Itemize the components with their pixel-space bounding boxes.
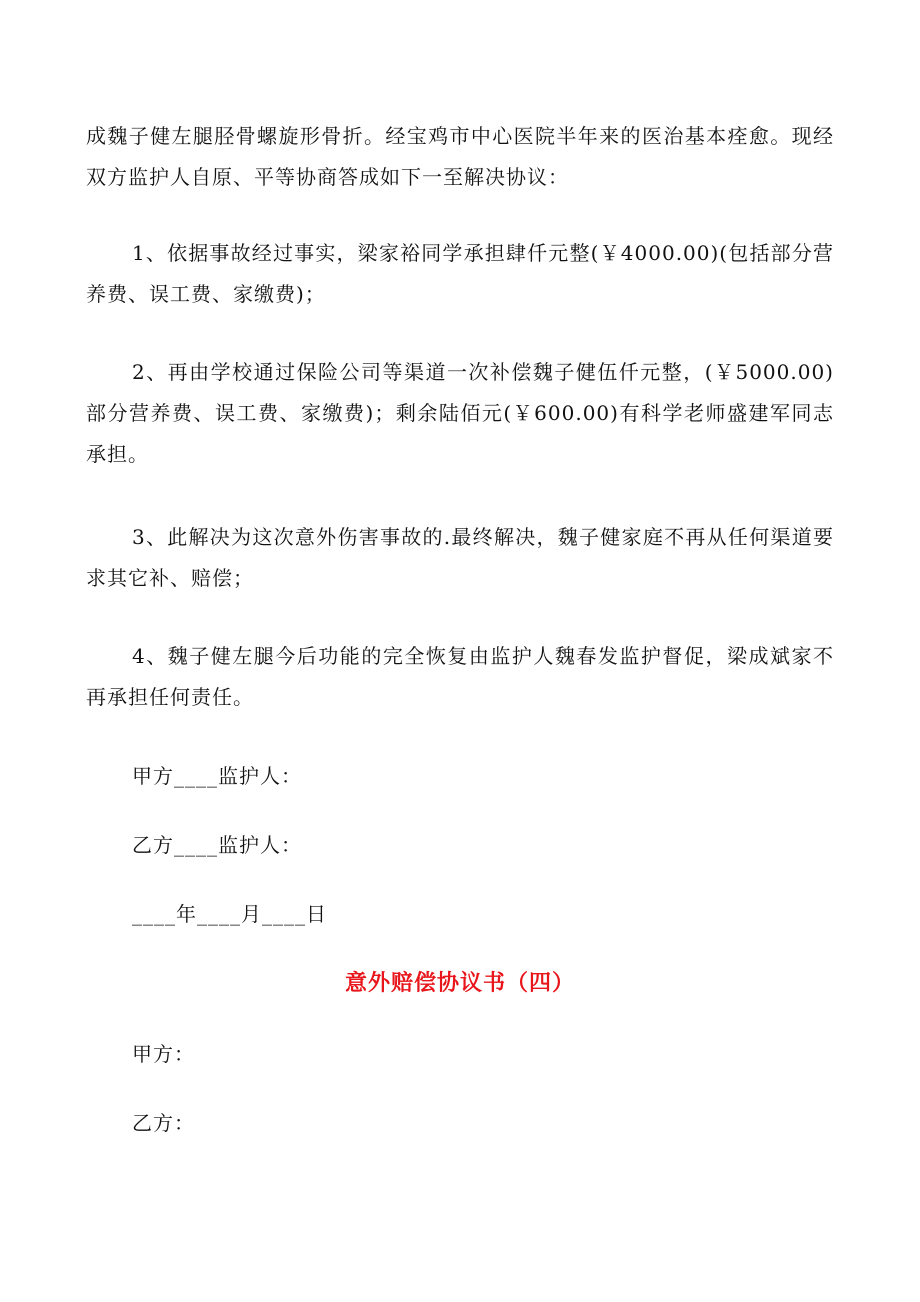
signature-date: ____年____月____日: [132, 902, 327, 926]
clause-1: 1、依据事故经过事实，梁家裕同学承担肆仟元整(￥4000.00)(包括部分营养费、误工费、家缴费)；: [86, 241, 834, 306]
new-section-party-a: 甲方：: [132, 1042, 195, 1066]
signature-party-b: 乙方____监护人：: [132, 833, 302, 857]
clause-4: 4、魏子健左腿今后功能的完全恢复由监护人魏春发监护督促，梁成斌家不再承担任何责任。: [86, 644, 834, 709]
clause-3: 3、此解决为这次意外伤害事故的.最终解决，魏子健家庭不再从任何渠道要求其它补、赔偿；: [86, 525, 834, 590]
signature-party-a: 甲方____监护人：: [132, 764, 302, 788]
paragraph-intro: 成魏子健左腿胫骨螺旋形骨折。经宝鸡市中心医院半年来的医治基本痊愈。现经双方监护人自原、平等协商答成如下一至解决协议：: [86, 124, 834, 189]
new-section-party-b: 乙方：: [132, 1111, 195, 1135]
section-title: 意外赔偿协议书（四）: [344, 970, 575, 996]
clause-2: 2、再由学校通过保险公司等渠道一次补偿魏子健伍仟元整，(￥5000.00)部分营养费、误工费、家缴费)；剩余陆佰元(￥600.00)有科学老师盛建军同志承担。: [86, 360, 834, 466]
